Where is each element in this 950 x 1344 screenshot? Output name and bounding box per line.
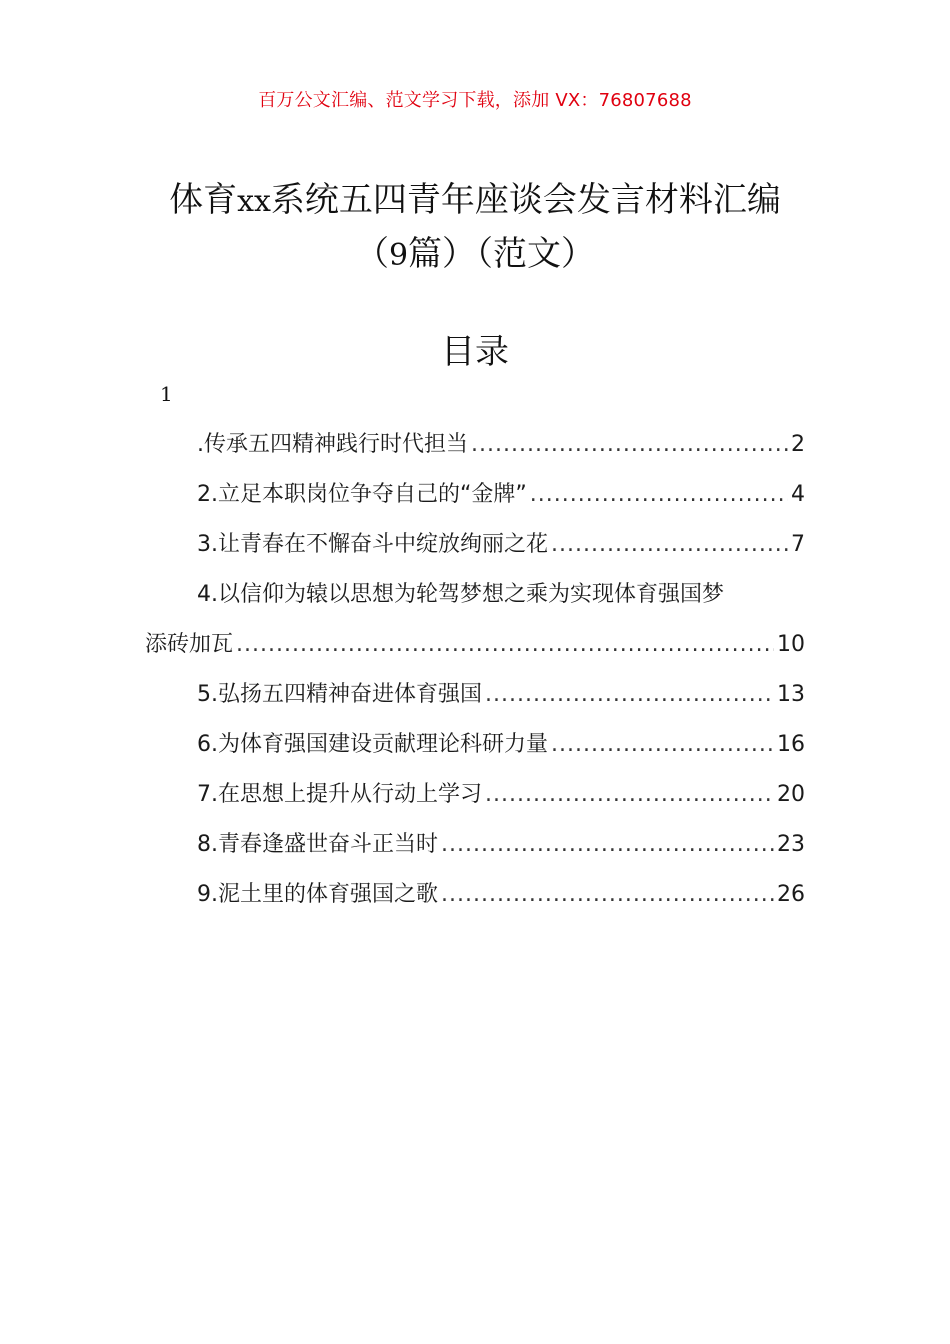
- toc-entry-title: 4.以信仰为辕以思想为轮驾梦想之乘为实现体育强国梦: [197, 582, 724, 607]
- title-part-1: 体育: [169, 180, 238, 220]
- toc-entry-title: .传承五四精神践行时代担当: [197, 432, 468, 457]
- toc-entry-1[interactable]: [145, 420, 805, 470]
- toc-leader-dots: [471, 420, 788, 470]
- toc-entry-page: 4: [791, 482, 805, 507]
- toc-leader-dots: [530, 470, 788, 520]
- title-line-1: [120, 174, 830, 228]
- toc-entry-title: 2.立足本职岗位争夺自己的“金牌”: [197, 482, 527, 507]
- toc-leader-dots: [441, 870, 774, 920]
- toc-entry-4-line-1[interactable]: [145, 570, 805, 620]
- toc-entry-page: 7: [791, 532, 805, 557]
- toc-entry-page: 10: [777, 632, 805, 657]
- table-of-contents: [145, 420, 805, 920]
- toc-entry-title-continuation: 添砖加瓦: [145, 632, 234, 657]
- toc-entry-title: 7.在思想上提升从行动上学习: [197, 782, 482, 807]
- watermark-text: 百万公文汇编、范文学习下载，添加 VX：76807688: [258, 90, 692, 111]
- toc-entry-9[interactable]: [145, 870, 805, 920]
- toc-entry-page: 20: [777, 782, 805, 807]
- toc-entry-page: 23: [777, 832, 805, 857]
- document-title: [120, 174, 830, 282]
- toc-entry-6[interactable]: [145, 720, 805, 770]
- toc-leader-dots: [485, 670, 774, 720]
- toc-entry-title: 5.弘扬五四精神奋进体育强国: [197, 682, 482, 707]
- toc-entry-title: 9.泥土里的体育强国之歌: [197, 882, 438, 907]
- toc-entry-8[interactable]: [145, 820, 805, 870]
- toc-leader-dots: [441, 820, 774, 870]
- toc-heading: 目录: [441, 332, 509, 372]
- toc-leader-dots: [551, 720, 774, 770]
- toc-entry-page: 13: [777, 682, 805, 707]
- toc-entry-title: 6.为体育强国建设贡献理论科研力量: [197, 732, 548, 757]
- title-placeholder-xx: xx: [237, 184, 271, 219]
- toc-entry-page: 26: [777, 882, 805, 907]
- toc-entry-5[interactable]: [145, 670, 805, 720]
- toc-entry-title: 8.青春逢盛世奋斗正当时: [197, 832, 438, 857]
- title-part-2: 系统五四青年座谈会发言材料汇编: [270, 180, 781, 220]
- stray-number: 1: [160, 382, 173, 406]
- toc-entry-3[interactable]: [145, 520, 805, 570]
- title-line-2: [120, 228, 830, 282]
- toc-entry-page: 16: [777, 732, 805, 757]
- toc-entry-title: 3.让青春在不懈奋斗中绽放绚丽之花: [197, 532, 548, 557]
- toc-entry-page: 2: [791, 432, 805, 457]
- title-line2-open: （: [354, 234, 389, 274]
- toc-entry-2[interactable]: [145, 470, 805, 520]
- toc-entry-4-line-2[interactable]: [145, 620, 805, 670]
- toc-entry-7[interactable]: [145, 770, 805, 820]
- title-article-count: 9: [388, 238, 409, 273]
- title-line2-rest: 篇）（范文）: [408, 234, 596, 274]
- toc-leader-dots: [236, 620, 774, 670]
- toc-leader-dots: [551, 520, 788, 570]
- toc-leader-dots: [485, 770, 774, 820]
